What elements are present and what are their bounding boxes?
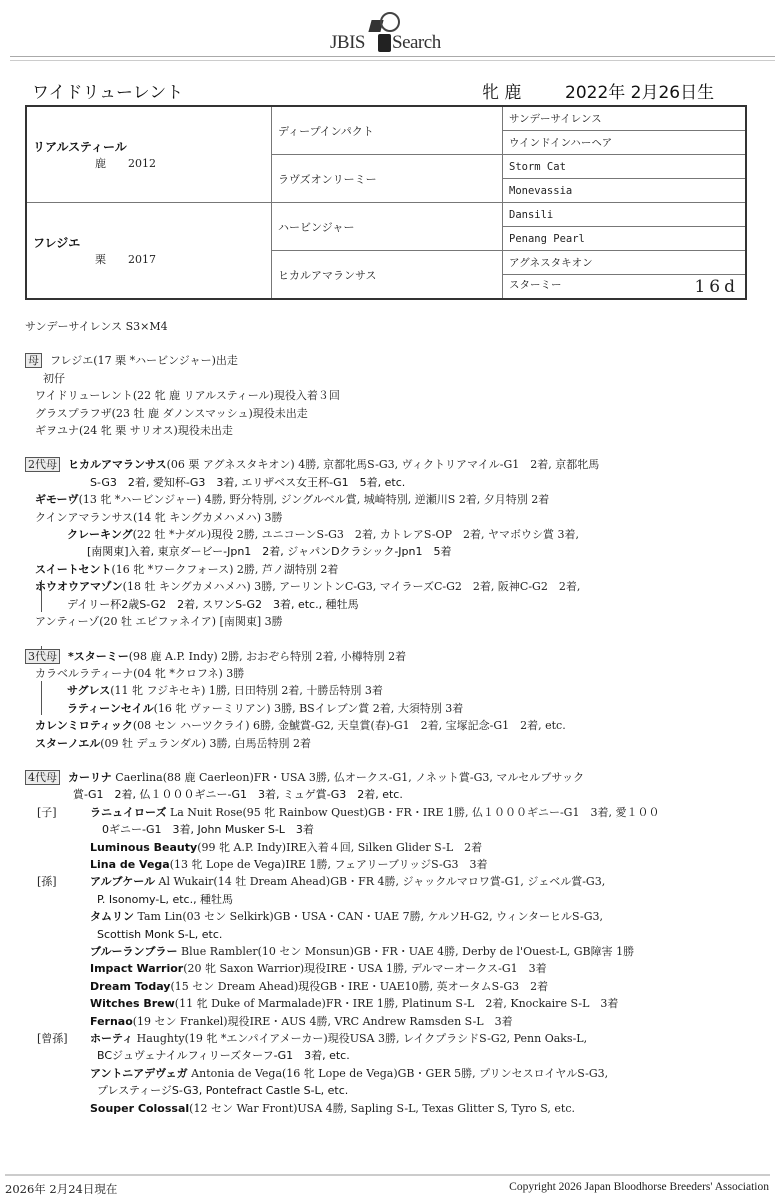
gen4-dam-name[interactable]: カーリナ (68, 770, 112, 784)
offspring-line: ギヲユナ(24 牝 栗 サリオス)現役未出走 (35, 424, 233, 438)
magnifier-icon (380, 12, 400, 32)
family-member[interactable]: Luminous Beauty (90, 840, 198, 854)
pedigree-gen3-cell[interactable]: Dansili (503, 203, 747, 227)
family-member[interactable]: ラティーンセイル (67, 701, 154, 715)
pedigree-gen2-cell[interactable]: ラヴズオンリーミー (272, 155, 503, 203)
pedigree-gen3-cell[interactable]: Penang Pearl (503, 227, 747, 251)
greatgrandchild-label: [曾孫] (37, 1032, 68, 1046)
family-member[interactable]: ホーティ (90, 1032, 134, 1046)
gen2-dam-name[interactable]: ヒカルアマランサス (68, 458, 167, 472)
pedigree-gen2-cell[interactable]: ハービンジャー (272, 203, 503, 251)
family-notes (25, 318, 760, 1117)
family-member: クインアマランサス(14 牝 キングカメハメハ) 3勝 (35, 510, 283, 524)
family-member[interactable]: Fernao (90, 1014, 133, 1028)
dam-color: 栗 (95, 253, 106, 266)
child-label: [子] (37, 805, 57, 819)
dam-year: 2017 (128, 253, 156, 266)
family-member[interactable]: ホウオウアマゾン (35, 580, 123, 594)
family-member[interactable]: アントニアデヴェガ (90, 1066, 188, 1080)
grandchild-label: [孫] (37, 875, 57, 889)
family-member[interactable]: Witches Brew (90, 997, 175, 1011)
family-member[interactable]: Souper Colossal (90, 1101, 190, 1115)
family-member[interactable]: ラニュイローズ (90, 805, 167, 819)
pedigree-gen3-cell[interactable]: Storm Cat (503, 155, 747, 179)
family-member[interactable]: タムリン (90, 910, 134, 924)
gen3-section: 3代母 *スターミー(98 鹿 A.P. Indy) 2勝, おおぞら特別 2着, 小樽特別 2着 カラベルラティーナ(04 牝 *クロフネ) 3勝 サグレス(11 牝 フジキセキ) 1勝, 日田特別 2着, 十勝岳特別 3着 ラティーンセイル(16 牝 ヴァーミリアン) 3勝, BSイレブン賞 2着, 大須特別 3着 カレンミロティック(08 セン ハーツクライ) 6勝, 金鯱賞-G2, 天皇賞(春)-G1 2着, 宝塚記念-G1 2着, etc. スターノエル(09 牡 デュランダル) 3勝, 白馬岳特別 2着 (25, 648, 760, 752)
family-member[interactable]: ギモーヴ (35, 493, 79, 507)
gen2-badge: 2代母 (25, 457, 60, 472)
pedigree-dam-cell (26, 203, 272, 300)
logo-text-jbis: JBIS (330, 32, 365, 53)
pedigree-gen3-cell[interactable]: ウインドインハーヘア (503, 131, 747, 155)
dam-line: 母 フレジエ(17 栗 *ハービンジャー)出走 (25, 352, 760, 369)
horse-name: ワイドリューレント (32, 83, 184, 103)
sex-color: 牝 鹿 (482, 83, 522, 103)
family-member[interactable]: クレーキング (67, 528, 133, 542)
offspring-line: グラスプラフザ(23 牡 鹿 ダノンスマッシュ)現役未出走 (35, 406, 308, 420)
pedigree-sire-cell (26, 106, 272, 203)
family-member: アンティーゾ(20 牡 エピファネイア) [南関東] 3勝 (35, 615, 283, 629)
pedigree-gen3-cell[interactable] (503, 275, 747, 300)
sire-color: 鹿 (95, 157, 106, 170)
family-member[interactable]: カレンミロティック (35, 719, 133, 733)
dam-badge: 母 (25, 353, 42, 368)
tree-line (41, 681, 42, 715)
sire-name[interactable]: リアルスティール (33, 140, 127, 154)
header-divider (10, 56, 775, 61)
pedigree-gen3-cell[interactable]: アグネスタキオン (503, 251, 747, 275)
date-of-birth: 2022年 2月26日生 (565, 83, 715, 103)
pedigree-gen2-cell[interactable]: ディープインパクト (272, 106, 503, 155)
pedigree-gen2-cell[interactable]: ヒカルアマランサス (272, 251, 503, 300)
gen3-dam-name[interactable]: *スターミー (68, 649, 129, 663)
family-member: カラベルラティーナ(04 牝 *クロフネ) 3勝 (35, 666, 245, 680)
logo-block-icon (378, 34, 391, 52)
gen2-section: 2代母 ヒカルアマランサス(06 栗 アグネスタキオン) 4勝, 京都牝馬S-G3, ヴィクトリアマイル-G1 2着, 京都牝馬 S-G3 2着, 愛知杯-G3 3着, エリザベス女王杯-G1 5着, etc. ギモーヴ(13 牝 *ハービンジャー) 4勝, 野分特別, ジングルベル賞, 城崎特別, 逆瀬川S 2着, 夕月特別 2着 クインアマランサス(14 牝 キングカメハメハ) 3勝 クレーキング(22 牡 *ナダル)現役 2勝, ユニコーンS-G3 2着, カトレアS-OP 2着, ヤマボウシ賞 3着, [南関東]入着, 東京ダービー-Jpn1 2着, ジャパンDクラシック-Jpn1 5着 スイートセント(16 牝 *ワークフォース) 2勝, 芦ノ湖特別 2着 ホウオウアマゾン(18 牡 キングカメハメハ) 3勝, アーリントンC-G3, マイラーズC-G2 2着, 阪神C-G2 2着, デイリー杯2歳S-G2 2着, スワンS-G2 3着, etc., 種牡馬 アンティーゾ(20 牡 エピファネイア) [南関東] 3勝 (25, 456, 760, 630)
as-of-date: 2026年 2月24日現在 (5, 1182, 118, 1196)
gen4-section: 4代母 カーリナ Caerlina(88 鹿 Caerleon)FR・USA 3勝, 仏オークス-G1, ノネット賞-G3, マルセルブサック 賞-G1 2着, 仏１０００ギニー-G1 3着, ミュゲ賞-G3 2着, etc. [子] ラニュイローズ La Nuit Rose(95 牝 Rainbow Quest)GB・FR・IRE 1勝, 仏１０００ギニー-G1 3着, 愛１００ 0ギニー-G1 3着, John Musker S-L 3着 Luminous Beauty(99 牝 A.P. Indy)IRE入着４回, Silken Glider S-L 2着 Lina de Vega(13 牝 Lope de Vega)IRE 1勝, フェアリーブリッジS-G3 3着 [孫] アルブケール Al Wukair(14 牡 Dream Ahead)GB・FR 4勝, ジャックルマロワ賞-G1, ジェベル賞-G3, P. Isonomy-L, etc., 種牡馬 タムリン Tam Lin(03 セン Selkirk)GB・USA・CAN・UAE 7勝, ケルソH-G2, ウィンターヒルS-G3, Scottish Monk S-L, etc. ブルーランブラー Blue Rambler(10 セン Monsun)GB・FR・UAE 4勝, Derby de l'Ouest-L, GB障害 1勝 Impact Warrior(20 牝 Saxon Warrior)現役IRE・USA 1勝, デルマーオークス-G1 3着 Dream Today(15 セン Dream Ahead)現役GB・IRE・UAE10勝, 英オータムS-G3 2着 Witches Brew(11 牝 Duke of Marmalade)FR・IRE 1勝, Platinum S-L 2着, Knockaire S-L 3着 Fernao(19 セン Frankel)現役IRE・AUS 4勝, VRC Andrew Ramsden S-L 3着 [曾孫] ホーティ Haughty(19 牝 *エンパイアメーカー)現役USA 3勝, レイクプラシドS-G2, Penn Oaks-L, BCジュヴェナイルフィリーズターフ-G1 3着, etc. アントニアデヴェガ Antonia de Vega(16 牝 Lope de Vega)GB・GER 5勝, プリンセスロイヤルS-G3, プレスティージS-G3, Pontefract Castle S-L, etc. Souper Colossal(12 セン War Front)USA 4勝, Sapling S-L, Texas Glitter S, Tyro S, etc. (25, 769, 760, 1117)
family-member[interactable]: ブルーランブラー (90, 945, 178, 958)
dam-note: 初仔 (43, 371, 65, 385)
family-member[interactable]: サグレス (67, 684, 111, 698)
pedigree-gen3-cell[interactable]: サンデーサイレンス (503, 106, 747, 131)
footer-divider (5, 1174, 770, 1176)
family-member[interactable]: Dream Today (90, 979, 171, 993)
dam-name[interactable]: フレジエ (33, 236, 81, 250)
tree-line (41, 580, 42, 612)
inbreeding-line: サンデーサイレンス S3×M4 (25, 320, 168, 333)
pedigree-gen3-cell[interactable]: Monevassia (503, 179, 747, 203)
family-member[interactable]: Lina de Vega (90, 857, 170, 871)
family-member[interactable]: Impact Warrior (90, 962, 184, 976)
gen4-badge: 4代母 (25, 770, 60, 785)
copyright: Copyright 2026 Japan Bloodhorse Breeders' Association (509, 1181, 769, 1193)
logo-text-search: Search (392, 32, 441, 53)
family-member[interactable]: スイートセント (35, 562, 112, 576)
family-member[interactable]: アルブケール (90, 875, 156, 889)
offspring-line: ワイドリューレント(22 牝 鹿 リアルスティール)現役入着３回 (35, 389, 340, 403)
family-member[interactable]: スターノエル (35, 736, 101, 750)
gen3-name: スターミー (509, 278, 562, 291)
gen3-badge: 3代母 (25, 649, 60, 664)
family-number: 16d (694, 276, 739, 297)
pedigree-table (25, 105, 747, 300)
sire-year: 2012 (128, 157, 156, 170)
jbis-search-logo[interactable] (330, 8, 460, 54)
